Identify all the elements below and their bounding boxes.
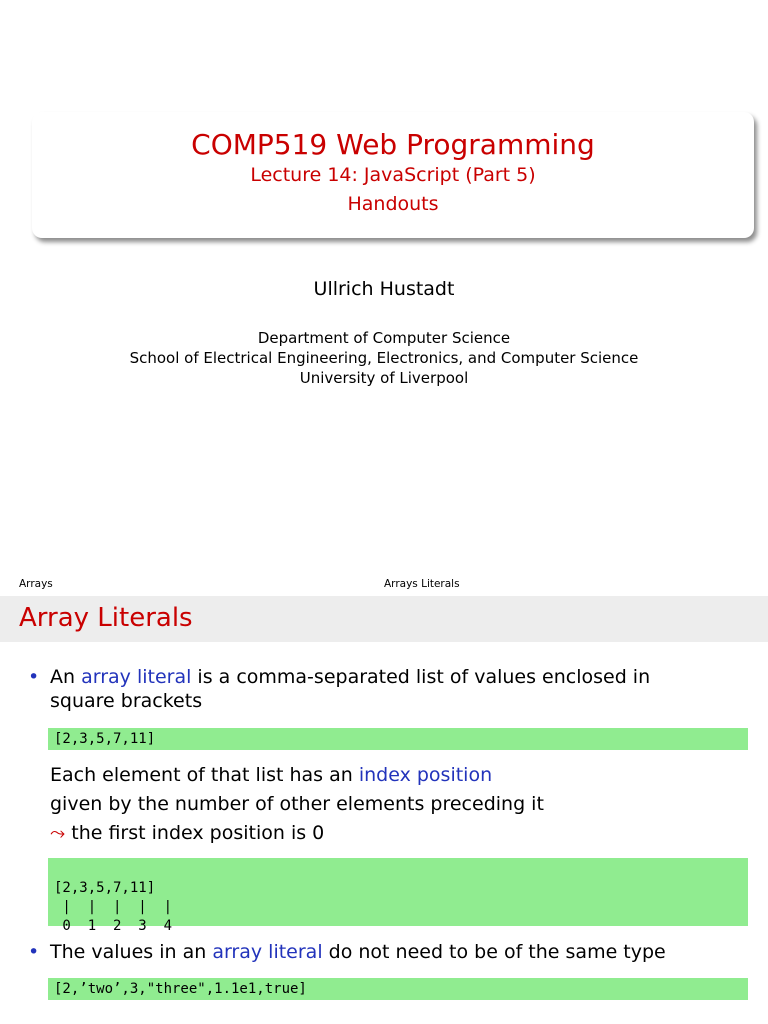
code2-line2: | | | | | xyxy=(54,899,173,915)
lecture-title: Lecture 14: JavaScript (Part 5) xyxy=(250,164,536,186)
affiliation-university: University of Liverpool xyxy=(299,369,469,387)
bullet-marker-2: • xyxy=(28,941,40,963)
author: Ullrich Hustadt xyxy=(313,278,455,300)
leadsto-icon: ⤳ xyxy=(50,822,66,844)
bullet-marker-1: • xyxy=(28,666,40,688)
frame-title: Array Literals xyxy=(19,603,193,633)
bullet2-term: array literal xyxy=(212,941,323,963)
code2-line1: [2,3,5,7,11] xyxy=(54,880,156,896)
para-line3-text: the first index position is 0 xyxy=(65,822,325,844)
bullet1-line2: square brackets xyxy=(50,690,203,712)
affiliation xyxy=(0,328,768,388)
affiliation-school: School of Electrical Engineering, Electronics, and Computer Science xyxy=(129,349,639,367)
para-term: index position xyxy=(358,764,493,786)
para-line3 xyxy=(50,822,324,844)
code2-line3: 0 1 2 3 4 xyxy=(54,918,173,934)
subsection-header: Arrays Literals xyxy=(384,578,460,590)
frame-title-bar xyxy=(0,596,768,642)
bullet1-pre: An xyxy=(50,666,82,688)
para-line1 xyxy=(50,764,492,786)
title-box xyxy=(32,112,754,238)
bullet1-line1 xyxy=(50,666,650,688)
para-pre: Each element of that list has an xyxy=(50,764,359,786)
affiliation-department: Department of Computer Science xyxy=(257,329,511,347)
code-block-1: [2,3,5,7,11] xyxy=(48,728,748,750)
bullet2-pre: The values in an xyxy=(50,941,213,963)
bullet2-line xyxy=(50,941,666,963)
handouts-subtitle: Handouts xyxy=(347,193,439,215)
bullet1-post: is a comma-separated list of values enclosed in xyxy=(191,666,651,688)
bullet2-post: do not need to be of the same type xyxy=(322,941,666,963)
para-line2: given by the number of other elements preceding it xyxy=(50,793,544,815)
code-block-2 xyxy=(48,858,748,934)
bullet1-term: array literal xyxy=(81,666,192,688)
course-title: COMP519 Web Programming xyxy=(191,128,595,161)
code-block-3: [2,’two’,3,"three",1.1e1,true] xyxy=(48,978,748,1000)
section-header: Arrays xyxy=(19,578,53,590)
